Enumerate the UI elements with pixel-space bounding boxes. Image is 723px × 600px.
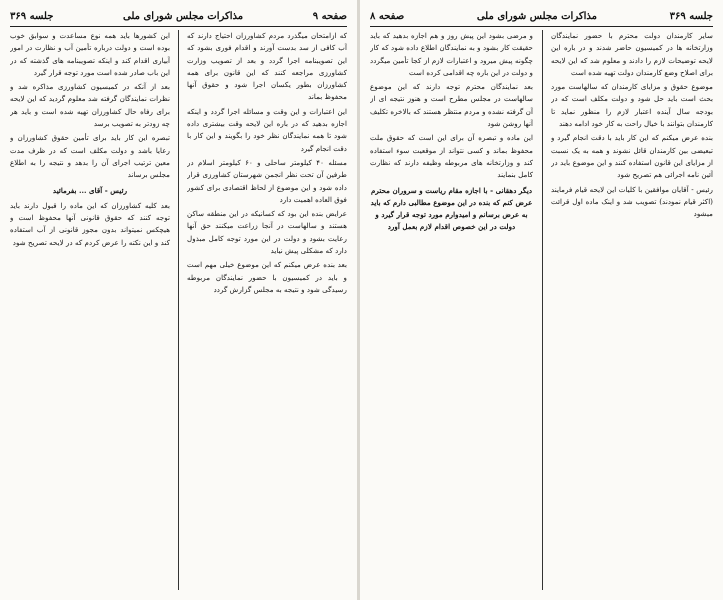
left-page-number: صفحه ۹ bbox=[312, 10, 347, 22]
right-page-header bbox=[370, 6, 713, 27]
paragraph: بعد بنده عرض میکنم که این موضوع خیلی مهم است و باید در کمیسیون با حضور نمایندگان مربوطه رسیدگی شود و نتیجه به مجلس گزارش گردد bbox=[187, 260, 347, 294]
paragraph: مسئله ۴۰ کیلومتر ساحلی و ۶۰ کیلومتر اسلام در طرفین آن تحت نظر انجمن شهرستان کشاورزی قرار داده شود و این موضوع از لحاظ اقتصادی برای کشور فوق العاده اهمیت دارد bbox=[187, 157, 347, 204]
paragraph: رئیس - آقایان موافقین با کلیات این لایحه قیام فرمایند (اکثر قیام نمودند) تصویب شد و اینک ماده اول قرائت میشود bbox=[551, 184, 713, 219]
paragraph: بعد از آنکه در کمیسیون کشاورزی مذاکره شد و نظرات نمایندگان گرفته شد معلوم گردید که این لایحه برای رفاه حال کشاورزان تهیه شده است و باید هر چه زودتر به تصویب برسد bbox=[10, 82, 170, 129]
right-page-column-1 bbox=[551, 30, 713, 590]
paragraph: موضوع حقوق و مزایای کارمندان که سالهاست مورد بحث است باید حل شود و دولت مکلف است که در بودجه سال آینده اعتبار لازم را منظور نماید تا کارمندان بتوانند با خیال راحت به کار خود ادامه دهند bbox=[551, 82, 713, 129]
speaker-heading: رئیس - آقای ... بفرمائید bbox=[52, 185, 128, 195]
column-divider bbox=[542, 30, 543, 590]
right-page bbox=[360, 0, 723, 600]
left-page bbox=[0, 0, 357, 600]
paragraph: این اعتبارات و این وقت و مسائله اجرا گردد و اینکه اجازه بدهید که در باره این لایحه وقت بیشتری داده شود تا همه نمایندگان نظر خود را بگویند و این کار با دقت انجام گیرد bbox=[187, 106, 347, 153]
left-session-number: جلسه ۳۶۹ bbox=[10, 10, 54, 22]
right-page-number: صفحه ۸ bbox=[370, 10, 405, 22]
left-page-column-2 bbox=[10, 30, 170, 590]
left-page-header bbox=[10, 6, 347, 27]
paragraph: این کشورها باید همه نوع مساعدت و سوابق خوب بوده است و دولت درباره تأمین آب و نظارت در امور آبیاری اقدام کند و اینکه تصویبنامه های گذشته که در این باب صادر شده است مورد توجه قرار گیرد bbox=[10, 31, 170, 77]
paragraph: تبصره این کار باید برای تأمین حقوق کشاورزان و رعایا باشد و دولت مکلف است که در ظرف مدت معین ترتیب اجرای آن را بدهد و نتیجه را به اطلاع مجلس برساند bbox=[10, 133, 170, 180]
speaker-heading: دیگر دهقانی - با اجازه مقام ریاست و سروران محترم عرض کنم که بنده در این موضوع مطالبی دارم که باید به عرض برسانم و امیدوارم مورد توجه قرار گیرد و دولت در این خصوص اقدام لازم بعمل آورد bbox=[370, 185, 533, 232]
paragraph: عرایض بنده این بود که کسانیکه در این منطقه ساکن هستند و سالهاست در آنجا زراعت میکنند حق آنها رعایت بشود و دولت در این مورد توجه کامل مبذول دارد که مشکلی پیش نیاید bbox=[187, 209, 347, 256]
paragraph: بنده عرض میکنم که این کار باید با دقت انجام گیرد و تبعیضی بین کارمندان قائل نشوند و همه به یک نسبت از مزایای این قانون استفاده کنند و این موضوع باید در آئین نامه اجرائی هم تصریح شود bbox=[551, 133, 713, 180]
paragraph: بعد کلیه کشاورزان که این ماده را قبول دارند باید توجه کنند که حقوق قانونی آنها محفوظ است و هیچکس نمیتواند بدون مجوز قانونی از آب استفاده کند و این نکته را عرض کردم که در لایحه تصریح شود bbox=[10, 200, 170, 247]
column-divider bbox=[178, 30, 179, 590]
paragraph: این ماده و تبصره آن برای این است که حقوق ملت محفوظ بماند و کسی نتواند از موقعیت سوء استفاده کند و وزارتخانه های مربوطه وظیفه دارند که نظارت کامل بنمایند bbox=[370, 133, 533, 180]
left-page-title: مذاکرات مجلس شورای ملی bbox=[123, 10, 244, 22]
paragraph: سایر کارمندان دولت محترم با حضور نمایندگان وزارتخانه ها در کمیسیون حاضر شدند و در باره این لایحه توضیحات لازم را دادند و معلوم شد که این لایحه برای اصلاح وضع کارمندان دولت تهیه شده است bbox=[551, 31, 713, 77]
left-page-column-1 bbox=[187, 30, 347, 590]
right-session-number: جلسه ۳۶۹ bbox=[669, 10, 713, 22]
right-page-column-2 bbox=[370, 30, 533, 590]
paragraph: که ازامتحان میگذرد مردم کشاورزان احتیاج دارند که آب کافی از سد بدست آورند و اقدام فوری بشود که این تصویبنامه اجرا گردد و بعد از تصویب وزارت کشاورزی مراجعه کنند که این قانون برای همه کشاورزان بطور یکسان اجرا شود و حقوق آنها محفوظ بماند bbox=[187, 31, 347, 102]
paragraph: و مرضی بشود این پیش روز و هم اجازه بدهید که باید حقیقت کار بشود و به نمایندگان اطلاع داده شود که کار چگونه پیش میرود و اعتبارات لازم از کجا تأمین میگردد و دولت در این باره چه اقدامی کرده است bbox=[370, 31, 533, 77]
paragraph: بعد نمایندگان محترم توجه دارند که این موضوع سالهاست در مجلس مطرح است و هنوز نتیجه ای از آن گرفته نشده و مردم منتظر هستند که بالاخره تکلیف آنها روشن شود bbox=[370, 82, 533, 129]
right-page-title: مذاکرات مجلس شورای ملی bbox=[476, 10, 597, 22]
